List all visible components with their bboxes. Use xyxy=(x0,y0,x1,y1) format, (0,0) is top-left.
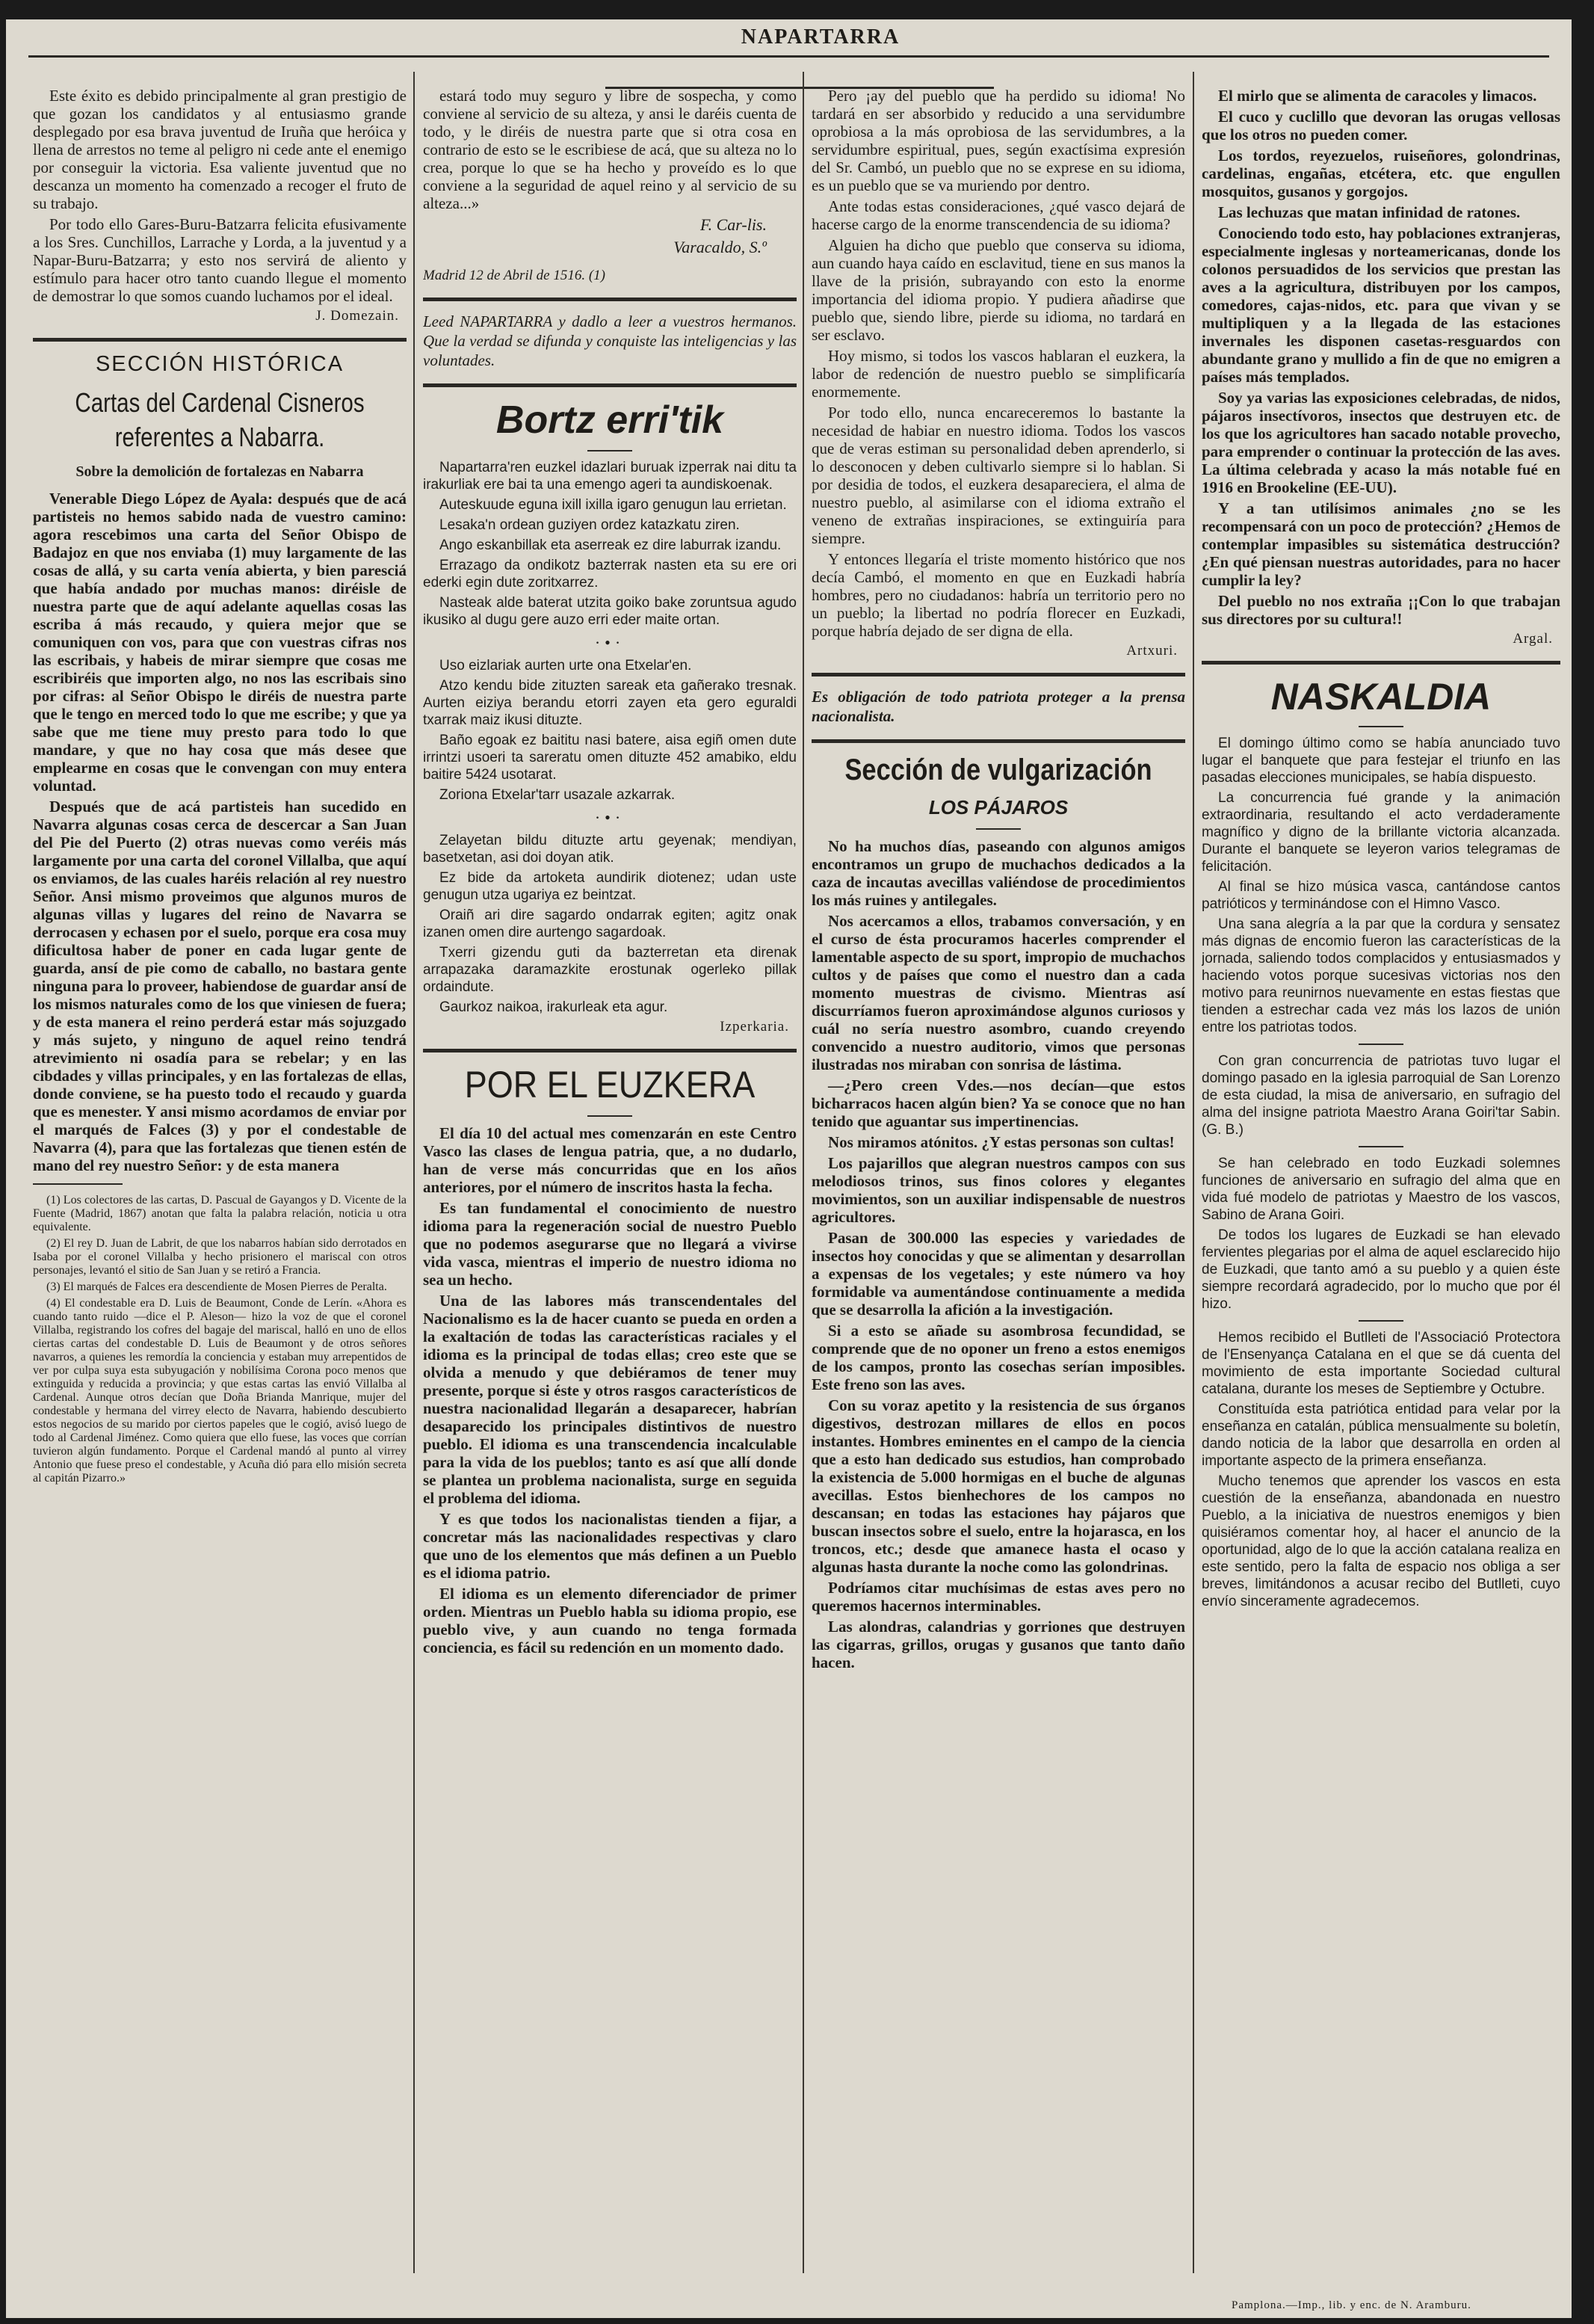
column-2 xyxy=(423,87,797,2288)
signature: J. Domezain. xyxy=(315,308,399,324)
paragraph: Los tordos, reyezuelos, ruiseñores, golondrinas, cardelinas, engañas, etcétera, etc. que engullen mosquitos, gusanos y gorgojos. xyxy=(1202,147,1560,200)
paragraph: Conociendo todo esto, hay poblaciones extranjeras, especialmente inglesas y norteamericanas, donde los colonos persuadidos de los servicios que prestan las aves a la agricultura, distribuyen por los campos, comedores, cajas-nidos, etc. para que vivan y se multipliquen y a la llegada de las estaciones invernales les disponen casetas-resguardos con abundante grano y mullido a fin de que no emigren a países más templados. xyxy=(1202,224,1560,386)
paragraph: Una sana alegría a la par que la cordura y sensatez más dignas de encomio fueron las características de la jornada, saliendo todos complacidos y entusiasmados y haciendo votos porque sucesivas victorias nos den motivo para reunirnos nuevamente en estas fiestas que tienden a estrechar cada vez más los lazos de unión entre los patriotas todos. xyxy=(1202,916,1560,1035)
column-divider xyxy=(1193,72,1194,2273)
section-rule xyxy=(423,298,797,301)
article-subtitle: Sobre la demolición de fortalezas en Nabarra xyxy=(75,463,364,480)
footnote: (2) El rey D. Juan de Labrit, de que los nabarros habían sido derrotados en Isaba por el coronel Villalba y hecho prisionero el mariscal con otros personajes, levantó el sitio de San Juan y se retiró a Francia. xyxy=(33,1237,407,1277)
paragraph: El día 10 del actual mes comenzarán en este Centro Vasco las clases de lengua patria, que, a no dudarlo, han de verse más concurridas que en los años anteriores, por el número de inscritos hasta la fecha. xyxy=(423,1124,797,1196)
title-rule xyxy=(976,828,1021,830)
paragraph: Y es que todos los nacionalistas tienden a fijar, a concretar más las nacionalidades respectivas y claro que uno de los elementos que más definen a un Pueblo es el idioma patrio. xyxy=(423,1510,797,1582)
title-rule xyxy=(587,1115,632,1117)
paragraph: Baño egoak ez baititu nasi batere, aisa egiñ omen dute irrintzi usoeri ta sareratu omen dituzte 452 amabiko, eldu baitire 5424 usotarat. xyxy=(423,733,797,783)
article-body xyxy=(423,1124,797,1656)
signature: Argal. xyxy=(1513,631,1553,647)
section-rule xyxy=(1202,661,1560,665)
signature: Izperkaria. xyxy=(720,1019,789,1035)
paragraph: Las lechuzas que matan infinidad de ratones. xyxy=(1218,203,1521,221)
paragraph: Y entonces llegaría el triste momento histórico que nos decía Cambó, el momento en que en Euzkadi habría hombres, pero no ciudadanos: habría un territorio pero no un pueblo; la libertad no podría florecer en Euzkadi, porque habría dejado de ser digna de ella. xyxy=(812,550,1185,640)
section-rule xyxy=(33,338,407,342)
paragraph: Con su voraz apetito y la resistencia de sus órganos digestivos, destrozan millares de ellos en pocos instantes. Hombres eminentes en el campo de la ciencia que a esto han dedicado sus estudios, han comprobado la existencia de 5.000 hormigas en el buche de algunas avecillas. Estos bienhechores de los campos no descansan; en todas las estaciones hay pájaros que buscan insectos sobre el suelo, entre la hojarasca, en los troncos, etc.; desde que amanece hasta el ocaso y algunas hasta durante la noche como las golondrinas. xyxy=(812,1396,1185,1576)
printer-footer: Pamplona.—Imp., lib. y enc. de N. Aramburu. xyxy=(1232,2299,1471,2311)
article-body xyxy=(33,490,407,1174)
paragraph: Mucho tenemos que aprender los vascos en esta cuestión de la enseñanza, abandonada en nuestro Pueblo, a la iniciativa de nuestros enemigos y bien quisiéramos comentar hoy, al hacer el anuncio de la oportunidad, algo de lo que la acción catalana realiza en este sentido, pero la falta de espacio nos obliga a ser breves, limitándonos a acusar recibo del Butlleti, cuyo envío sinceramente agradecemos. xyxy=(1202,1473,1560,1609)
paragraph: Lesaka'n ordean guziyen ordez katazkatu ziren. xyxy=(439,517,740,533)
dateline: Madrid 12 de Abril de 1516. (1) xyxy=(423,268,605,283)
paragraph: Soy ya varias las exposiciones celebradas, de nidos, pájaros insectívoros, insectos que destruyen etc. de los que los agricultores han sacado notable provecho, para emprender o continuar la protección de las aves. La última celebrada y acaso la más notable fué en 1916 en Brookeline (EE-UU). xyxy=(1202,389,1560,496)
paragraph: Ante todas estas consideraciones, ¿qué vasco dejará de hacerse cargo de la enorme transcendencia de su idioma? xyxy=(812,197,1185,233)
paragraph: Las alondras, calandrias y gorriones que destruyen las cigarras, grillos, orugas y gusanos que tanto daño hacen. xyxy=(812,1618,1185,1671)
signature: F. Car-lis. xyxy=(699,215,767,234)
paragraph: Por todo ello Gares-Buru-Batzarra felicita efusivamente a los Sres. Cunchillos, Larrache y Lorda, a la juventud y a Napar-Buru-Batzarra; y esto nos servirá de aliento y estímulo para hacer otro tanto cuando llegue el momento de demostrar lo que somos cuando luchamos por el ideal. xyxy=(33,215,407,305)
paragraph: estará todo muy seguro y libre de sospecha, y como conviene al servicio de su alteza, y ansi le daréis cuenta de todo, y le diréis de nuestra parte que si otra cosa en contrario de esto se le escribiese de acá, que su alteza no lo crea, porque lo que se ha hecho y proveído es lo que conviene a la seguridad de aquel reino y al servicio de su alteza...» xyxy=(423,87,797,212)
paragraph: Oraiñ ari dire sagardo ondarrak egiten; agitz onak izanen omen dire aurtengo sagardoak. xyxy=(423,907,797,940)
section-rule xyxy=(423,383,797,387)
paragraph: Pero ¡ay del pueblo que ha perdido su idioma! No tardará en ser absorbido y reducido a una servidumbre oprobiosa a la más oprobiosa de las servidumbres, a la servidumbre espiritual, pues, según exactísima expresión del Sr. Cambó, un pueblo que no se exprese en su idioma, es un pueblo que se va muriendo por dentro. xyxy=(812,87,1185,194)
section-title: Sección de vulgarización xyxy=(844,753,1152,786)
paragraph: El mirlo que se alimenta de caracoles y limacos. xyxy=(1218,87,1537,105)
section-title: NASKALDIA xyxy=(1270,676,1492,718)
article-body xyxy=(1202,87,1560,628)
paragraph: La concurrencia fué grande y la animación extraordinaria, resultando el acto verdaderamente magnífico y digno de la brillante victoria alcanzada. Durante el banquete se leyeron varios telegramas de felicitación. xyxy=(1202,790,1560,875)
footnote: (1) Los colectores de las cartas, D. Pascual de Gayangos y D. Vicente de la Fuente (Madrid, 1867) anotan que falta la palabra relación, noticia u otra equivalente. xyxy=(33,1194,407,1233)
paragraph: Txerri gizendu guti da bazterretan eta direnak arrapazaka daramazkite erostunak ogerleko pillak ordaindute. xyxy=(423,945,797,995)
paragraph: —¿Pero creen Vdes.—nos decían—que estos bicharracos hacen algún bien? Ya se conoce que no han tenido que aguantar sus impertinencias. xyxy=(812,1076,1185,1130)
paragraph: Por todo ello, nunca encareceremos lo bastante la necesidad de habiar en nuestro idioma. Todos los vascos que de veras estiman su personalidad deben aprenderlo, si lo desconocen y deben cultivarlo siempre si lo hablan. Si por desidia de todos, el euzkera desapareciera, el alma de nuestro pueblo, al asimilarse con el idioma extraño el veneno de extrañas inspiraciones, se extinguiría para siempre. xyxy=(812,404,1185,547)
signature: Varacaldo, S.º xyxy=(673,238,767,256)
paragraph: Auteskuude eguna ixill ixilla igaro genugun lau errietan. xyxy=(439,497,787,513)
footnote: (4) El condestable era D. Luis de Beaumont, Conde de Lerín. «Ahora es cuando tanto ruido —dice el P. Aleson— hizo la voz de que el coronel Villalba, registrando los cofres del bagaje del mariscal, halló en uno de ellos ciertas cartas del condestable D. Luis de Beaumont y de otros señores navarros, a quienes les remordía la conciencia y estaban muy arrepentidos de ver por culpa suya esta subyugación y nobilísima Corona poco menos que extinguida y reducida a provincia; y que estas cartas las envió Villalba al Cardenal. Aunque otros decían que Doña Brianda Manrique, mujer del condestable y hermana del virrey electo de Navarra, habiendo descubierto estos negocios de su marido por ciertos papeles que le cogió, avisó luego de todo al Cardenal Jiménez. Como quiera que ello fuese, las voces que corrían tuvieron algún fundamento. Porque el Cardenal mandó al punto al virrey Antonio que fuese preso el condestable, y Acuña dió para ello misión secreta al capitán Pizarro.» xyxy=(33,1297,407,1485)
paragraph: Alguien ha dicho que pueblo que conserva su idioma, aun cuando haya caído en esclavitud, tiene en sus manos la llave de la prisión, subrayando con esto la enorme importancia del idioma propio. Y pudiera añadirse que pueblo que, siendo libre, pierde su idioma, no tardará en ser esclavo. xyxy=(812,236,1185,344)
paragraph: El domingo último como se había anunciado tuvo lugar el banquete que para festejar el triunfo en las pasadas elecciones municipales, se había dispuesto. xyxy=(1202,736,1560,786)
paragraph: Nos acercamos a ellos, trabamos conversación, y en el curso de ésta procuramos hacerles comprender el lamentable aspecto de su sport, impropio de muchachos cultos y de países que como el nuestro dan a cada momento muestras de civismo. Mientras así discurríamos fueron aproximándose algunos curiosos y cuál no sería nuestro asombro, cuando creyendo convencido a nuestro auditorio, vimos que personas ilustradas nos miraban con sonrisa de lástima. xyxy=(812,912,1185,1073)
item-rule xyxy=(1359,1146,1403,1147)
column-1 xyxy=(33,87,407,2288)
signature: Artxuri. xyxy=(1126,643,1178,659)
election-report xyxy=(33,87,407,305)
paragraph: De todos los lugares de Euzkadi se han elevado fervientes plegarias por el alma de aquel esclarecido hijo de Euzkadi, que tanto amó a su pueblo y a quien éste siempre recordará agradecido, por lo mucho que por él hizo. xyxy=(1202,1227,1560,1312)
promo-notice: Leed NAPARTARRA y dadlo a leer a vuestros hermanos. Que la verdad se difunda y conquiste las inteligencias y las voluntades. xyxy=(423,312,797,369)
newspaper-page xyxy=(6,19,1572,2318)
section-title: SECCIÓN HISTÓRICA xyxy=(95,352,345,376)
paragraph: No ha muchos días, paseando con algunos amigos encontramos un grupo de muchachos dedicados a la caza de incautas avecillas valiéndose de procedimientos los más ruines y antilegales. xyxy=(812,837,1185,909)
header-rule xyxy=(28,55,1549,58)
section-rule xyxy=(812,739,1185,743)
paragraph: Los pajarillos que alegran nuestros campos con sus melodiosos trinos, sus finos colores y elegantes movimientos, son un auxiliar indispensable de nuestros agricultores. xyxy=(812,1154,1185,1226)
column-4 xyxy=(1202,87,1560,2288)
article-title: Cartas del Cardenal Cisneros referentes a Nabarra. xyxy=(75,387,365,452)
news-body xyxy=(1202,735,1560,1610)
item-rule xyxy=(1359,1320,1403,1322)
paragraph: Zelayetan bildu dituzte artu geyenak; mendiyan, basetxetan, asi doi doyan atik. xyxy=(423,833,797,866)
footnotes xyxy=(33,1194,407,1485)
section-rule xyxy=(423,1049,797,1052)
paragraph: Ango eskanbillak eta aserreak ez dire laburrak izandu. xyxy=(439,537,782,553)
paragraph: Hoy mismo, si todos los vascos hablaran el euzkera, la labor de redención de nuestro pueblo se simplificaría enormemente. xyxy=(812,347,1185,401)
paragraph: El idioma es un elemento diferenciador de primer orden. Mientras un Pueblo habla su idioma propio, ese pueblo vive, y aun cuando no tenga formada conciencia, es fácil su redención en un momento dado. xyxy=(423,1585,797,1656)
paragraph: Se han celebrado en todo Euzkadi solemnes funciones de aniversario en sufragio del alma que en vida fué modelo de patriotas y Maestro de los vascos, Sabino de Arana Goiri. xyxy=(1202,1156,1560,1223)
paragraph: Este éxito es debido principalmente al gran prestigio de que gozan los candidatos y al entusiasmo grande desplegado por esa brava juventud de Iruña que heróica y llena de arrestos no teme al peligro ni cede ante el enemigo por conseguir la victoria. Esa valiente juventud que no descanza un momento ha comenzado a recoger el fruto de su trabajo. xyxy=(33,87,407,212)
item-rule xyxy=(1359,1044,1403,1045)
paragraph: Una de las labores más transcendentales del Nacionalismo es la de hacer cuanto se pueda en orden a la exaltación de todas las características raciales y el idioma es la principal de todas ellas; creo este que se olvida a menudo y que debiéramos de tener muy presente, porque si éste y otros rasgos característicos de nuestra nacionalidad llegarán a desaparecer, habrían desaparecido los principales distintivos de nuestro pueblo. El idioma es una transcendencia incalculable para la vida de los pueblos; tanto es así que allí donde se plantea un problema nacionalista, surge en seguida el problema del idioma. xyxy=(423,1292,797,1507)
paragraph: Nos miramos atónitos. ¿Y estas personas son cultas! xyxy=(828,1133,1175,1151)
title-rule xyxy=(1359,726,1403,727)
paragraph: Errazago da ondikotz bazterrak nasten eta su ere ori ederki egin dute zoritxarrez. xyxy=(423,558,797,591)
title-rule xyxy=(587,450,632,451)
article-title: Bortz erri'tik xyxy=(495,398,724,442)
paragraph: Del pueblo no nos extraña ¡¡Con lo que trabajan sus directores por su cultura!! xyxy=(1202,592,1560,628)
column-divider xyxy=(803,72,804,2273)
paragraph: Ez bide da artoketa aundirik diotenez; udan uste genugun utza ugariya ez beintzat. xyxy=(423,870,797,903)
notice: Es obligación de todo patriota proteger a la prensa nacionalista. xyxy=(812,688,1185,725)
separator-dots: ·•· xyxy=(594,808,625,827)
paragraph: Napartarra'ren euzkel idazlari buruak izperrak nai ditu ta irakurliak ere bai ta una emengo ageri ta aundiskoenak. xyxy=(423,460,797,493)
paragraph: Podríamos citar muchísimas de estas aves pero no queremos hacernos interminables. xyxy=(812,1579,1185,1615)
paragraph: Es tan fundamental el conocimiento de nuestro idioma para la regeneración social de nuestro Pueblo que no podemos asegurarse que no llegará a vivirse vida vasca, mientras el imperio de nuestro idioma no sea un hecho. xyxy=(423,1199,797,1289)
paragraph: El cuco y cuclillo que devoran las orugas vellosas que los otros no pueden comer. xyxy=(1202,108,1560,144)
column-3 xyxy=(812,87,1185,2288)
paragraph: Hemos recibido el Butlleti de l'Associació Protectora de l'Ensenyança Catalana en el que se dá cuenta del movimiento de esta importante Sociedad cultural catalana, durante los meses de Septiembre y Octubre. xyxy=(1202,1330,1560,1397)
footnote-rule xyxy=(33,1183,123,1185)
article-body xyxy=(812,837,1185,1671)
article-title: POR EL EUZKERA xyxy=(464,1064,756,1106)
paragraph: Atzo kendu bide zituzten sareak eta gañerako tresnak. Aurten eiziya berandu etorri zayen eta gero eguraldi txarrak maiz ikusi dituzte. xyxy=(423,678,797,728)
paragraph: Nasteak alde baterat utzita goiko bake zoruntsua agudo ikusiko al dugu gere auzo erri eder maite ortan. xyxy=(423,595,797,628)
masthead: NAPARTARRA xyxy=(741,25,901,49)
separator-dots: ·•· xyxy=(594,633,625,652)
article-body xyxy=(812,87,1185,640)
paragraph: Al final se hizo música vasca, cantándose cantos patrióticos y terminándose con el Himno Vasco. xyxy=(1202,879,1560,912)
paragraph: Con gran concurrencia de patriotas tuvo lugar el domingo pasado en la iglesia parroquial de San Lorenzo de esta ciudad, la misa de aniversario, en sufragio del alma del insigne patriota Maestro Arana Goiri'tar Sabin. (G. B.) xyxy=(1202,1053,1560,1138)
paragraph: Uso eizlariak aurten urte ona Etxelar'en. xyxy=(439,658,692,674)
article-body xyxy=(423,459,797,1016)
paragraph: Si a esto se añade su asombrosa fecundidad, se comprende que de no oponer un freno a estos enemigos de los campos, pronto las cosechas serían imposibles. Este freno son las aves. xyxy=(812,1322,1185,1393)
paragraph: Después que de acá partisteis han sucedido en Navarra algunas cosas cerca de descercar a San Juan del Pie del Puerto (2) otras nuevas como veréis más largamente por una carta del coronel Villalba, que aquí os enviamos, de las cuales haréis relación al rey nuestro Señor. Ansi mismo proveimos que algunos muros de algunas villas y lugares del reino de Navarra se derrocasen y echasen por el suelo, porque era cosa muy dificultosa haber de poner en cada lugar gente de guarda, ansí de pie como de caballo, no bastara gente ninguna para lo proveer, habiendose de guardar ansí de los mismos naturales como de los que viniesen de fuera; y de esta manera el reino perderá estar más sojuzgado y más sujeto, y ninguno de aquel reino tendrá atrevimiento ni osadía para se rebelar; y en las cibdades y villas principales, y en las fortalezas de ellas, donde conviene, se ha puesto todo el recaudo y guarda que es menester. Y ansi mismo acordamos de enviar por el marqués de Falces (3) y por el condestable de Navarra (4), para que las fortalezas que tienen estén de mano del rey nuestro Señor: y de esta manera xyxy=(33,798,407,1174)
paragraph: Venerable Diego López de Ayala: después que de acá partisteis no hemos sabido nada de vuestro camino: agora rescebimos una carta del Señor Obispo de Badajoz en que nos enviaba (1) muy largamente de las cosas de allá, y su carta venía abierta, y bien paresciá que había andado por muchas manos: diréisle de nuestra parte que de aquí adelante aquellas cosas las escriba á más recaudo, y quiera mejor que se comuniquen con vos, para que con vuestras cifras nos las escribais, y habeis de mirar siempre que cosas me escribiréis que importen algo, no nos las escribais sino por cifras: al Señor Obispo le diréis de nuestra parte que le tengo en merced todo lo que me escribe; y que ya sabe que me tiene muy presto para todo lo que mandare, y que no hay cosa que más desee que emplearme en cosas que le convengan con muy entera voluntad. xyxy=(33,490,407,795)
paragraph: Constituída esta patriótica entidad para velar por la enseñanza en catalán, pública mensualmente su boletín, dando noticia de la labor que desarrolla en orden al importante aspecto de la primera enseñanza. xyxy=(1202,1402,1560,1469)
section-rule xyxy=(812,673,1185,676)
paragraph: Pasan de 300.000 las especies y variedades de insectos hoy conocidas y que se alimentan y desarrollan a expensas de los vegetales; y este número va hoy formidable va aumentándose continuamente a medida que se desarrolla la afición a la investigación. xyxy=(812,1229,1185,1319)
paragraph: Gaurkoz naikoa, irakurleak eta agur. xyxy=(439,999,668,1015)
column-divider xyxy=(413,72,415,2273)
article-title: LOS PÁJAROS xyxy=(928,796,1069,819)
paragraph: Zoriona Etxelar'tarr usazale azkarrak. xyxy=(439,787,676,803)
footnote: (3) El marqués de Falces era descendiente de Mosen Pierres de Peralta. xyxy=(46,1280,387,1293)
paragraph: Y a tan utilísimos animales ¿no se les recompensará con un poco de protección? ¿Hemos de contemplar impasibles su sistemática destrucción? ¿En qué piensan nuestras autoridades, para no hacer cumplir la ley? xyxy=(1202,499,1560,589)
